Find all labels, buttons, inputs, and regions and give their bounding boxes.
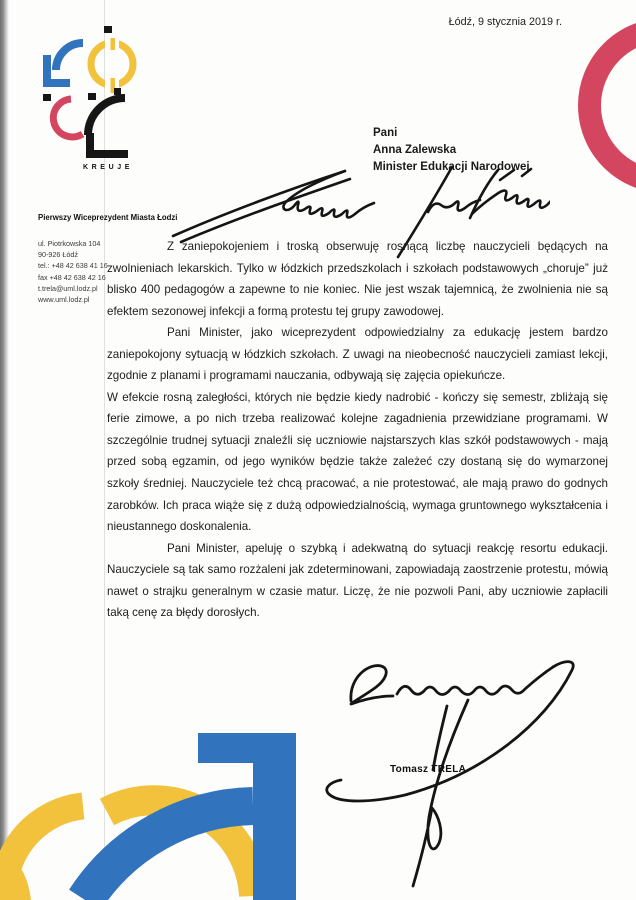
letter-paragraph: Pani Minister, apeluję o szybką i adekwatną do sytuacji reakcję resortu edukacji. Nauczyciele są tak samo rozżaleni jak zdeterminowani, zapowiadają zaostrzenie protestu, mówią nawet o strajku generalnym w czasie matur. Liczę, że nie pozwoli Pani, aby uczniowie zapłacili taką cenę za błędy dorosłych.: [107, 541, 608, 620]
bottom-logo-artwork: [0, 718, 330, 900]
letter-paragraph: W efekcie rosną zaległości, których nie będzie kiedy nadrobić - kończy się semestr, zbliżają się ferie zimowe, a po nich trzeba realizować kolejne zagadnienia przewidziane programami. W szczególnie trudnej sytuacji znaleźli się uczniowie najstarszych klas szkół podstawowych - mają przed sobą egzamin, od jego wyników będzie także zależeć czy dostaną się do wymarzonej szkoły średniej. Nauczyciele też chcą pracować, a nie protestować, ale mają prawo do godnych zarobków. Ich praca wiąże się z dużą odpowiedzialnością, wymaga gruntownego wykształcenia i nieustannego doskonalenia.: [107, 390, 608, 534]
address-line: 90-926 Łódź: [38, 250, 78, 260]
signature-name: Tomasz TRELA: [390, 764, 467, 775]
address-line: fax +48 42 638 42 16: [38, 272, 106, 282]
recipient-name: Anna Zalewska: [373, 144, 457, 156]
sender-title: Pierwszy Wiceprezydent Miasta Łodzi: [38, 213, 178, 222]
address-line: www.uml.lodz.pl: [38, 295, 90, 305]
letter-paragraph: Z zaniepokojeniem i troską obserwuję rosnącą liczbę nauczycieli będących na zwolnieniach lekarskich. Tylko w łódzkich przedszkolach i szkołach podstawowych „choruje” już blisko 400 pedagogów a zapewne to nie koniec. Nie jest wszak tajemnicą, że zwolnienia nie są efektem sezonowej infekcji a formą protestu tej grupy zawodowej.: [107, 240, 608, 318]
pink-ring-decoration: [560, 0, 636, 212]
recipient-title: Minister Edukacji Narodowej: [373, 161, 530, 173]
date-line: Łódź, 9 stycznia 2019 r.: [448, 16, 562, 28]
address-line: t.trela@uml.lodz.pl: [38, 283, 98, 293]
recipient-salutation: Pani: [373, 127, 398, 139]
address-line: tel.: +48 42 638 41 16: [38, 261, 108, 271]
lodz-kreuje-logo: [36, 25, 138, 163]
letter-paragraph: Pani Minister, jako wiceprezydent odpowiedzialny za edukację jestem bardzo zaniepokojony sytuacją w łódzkich szkołach. Z uwagi na nieobecność nauczycieli zamiast lekcji, zgodnie z planami i programami nauczania, odbywają się zajęcia opiekuńcze.: [107, 326, 608, 383]
sender-address-block: [38, 238, 108, 305]
logo-kreuje-label: KREUJE: [83, 164, 133, 171]
letter-body: [107, 236, 608, 624]
address-line: ul. Piotrkowska 104: [38, 239, 101, 248]
